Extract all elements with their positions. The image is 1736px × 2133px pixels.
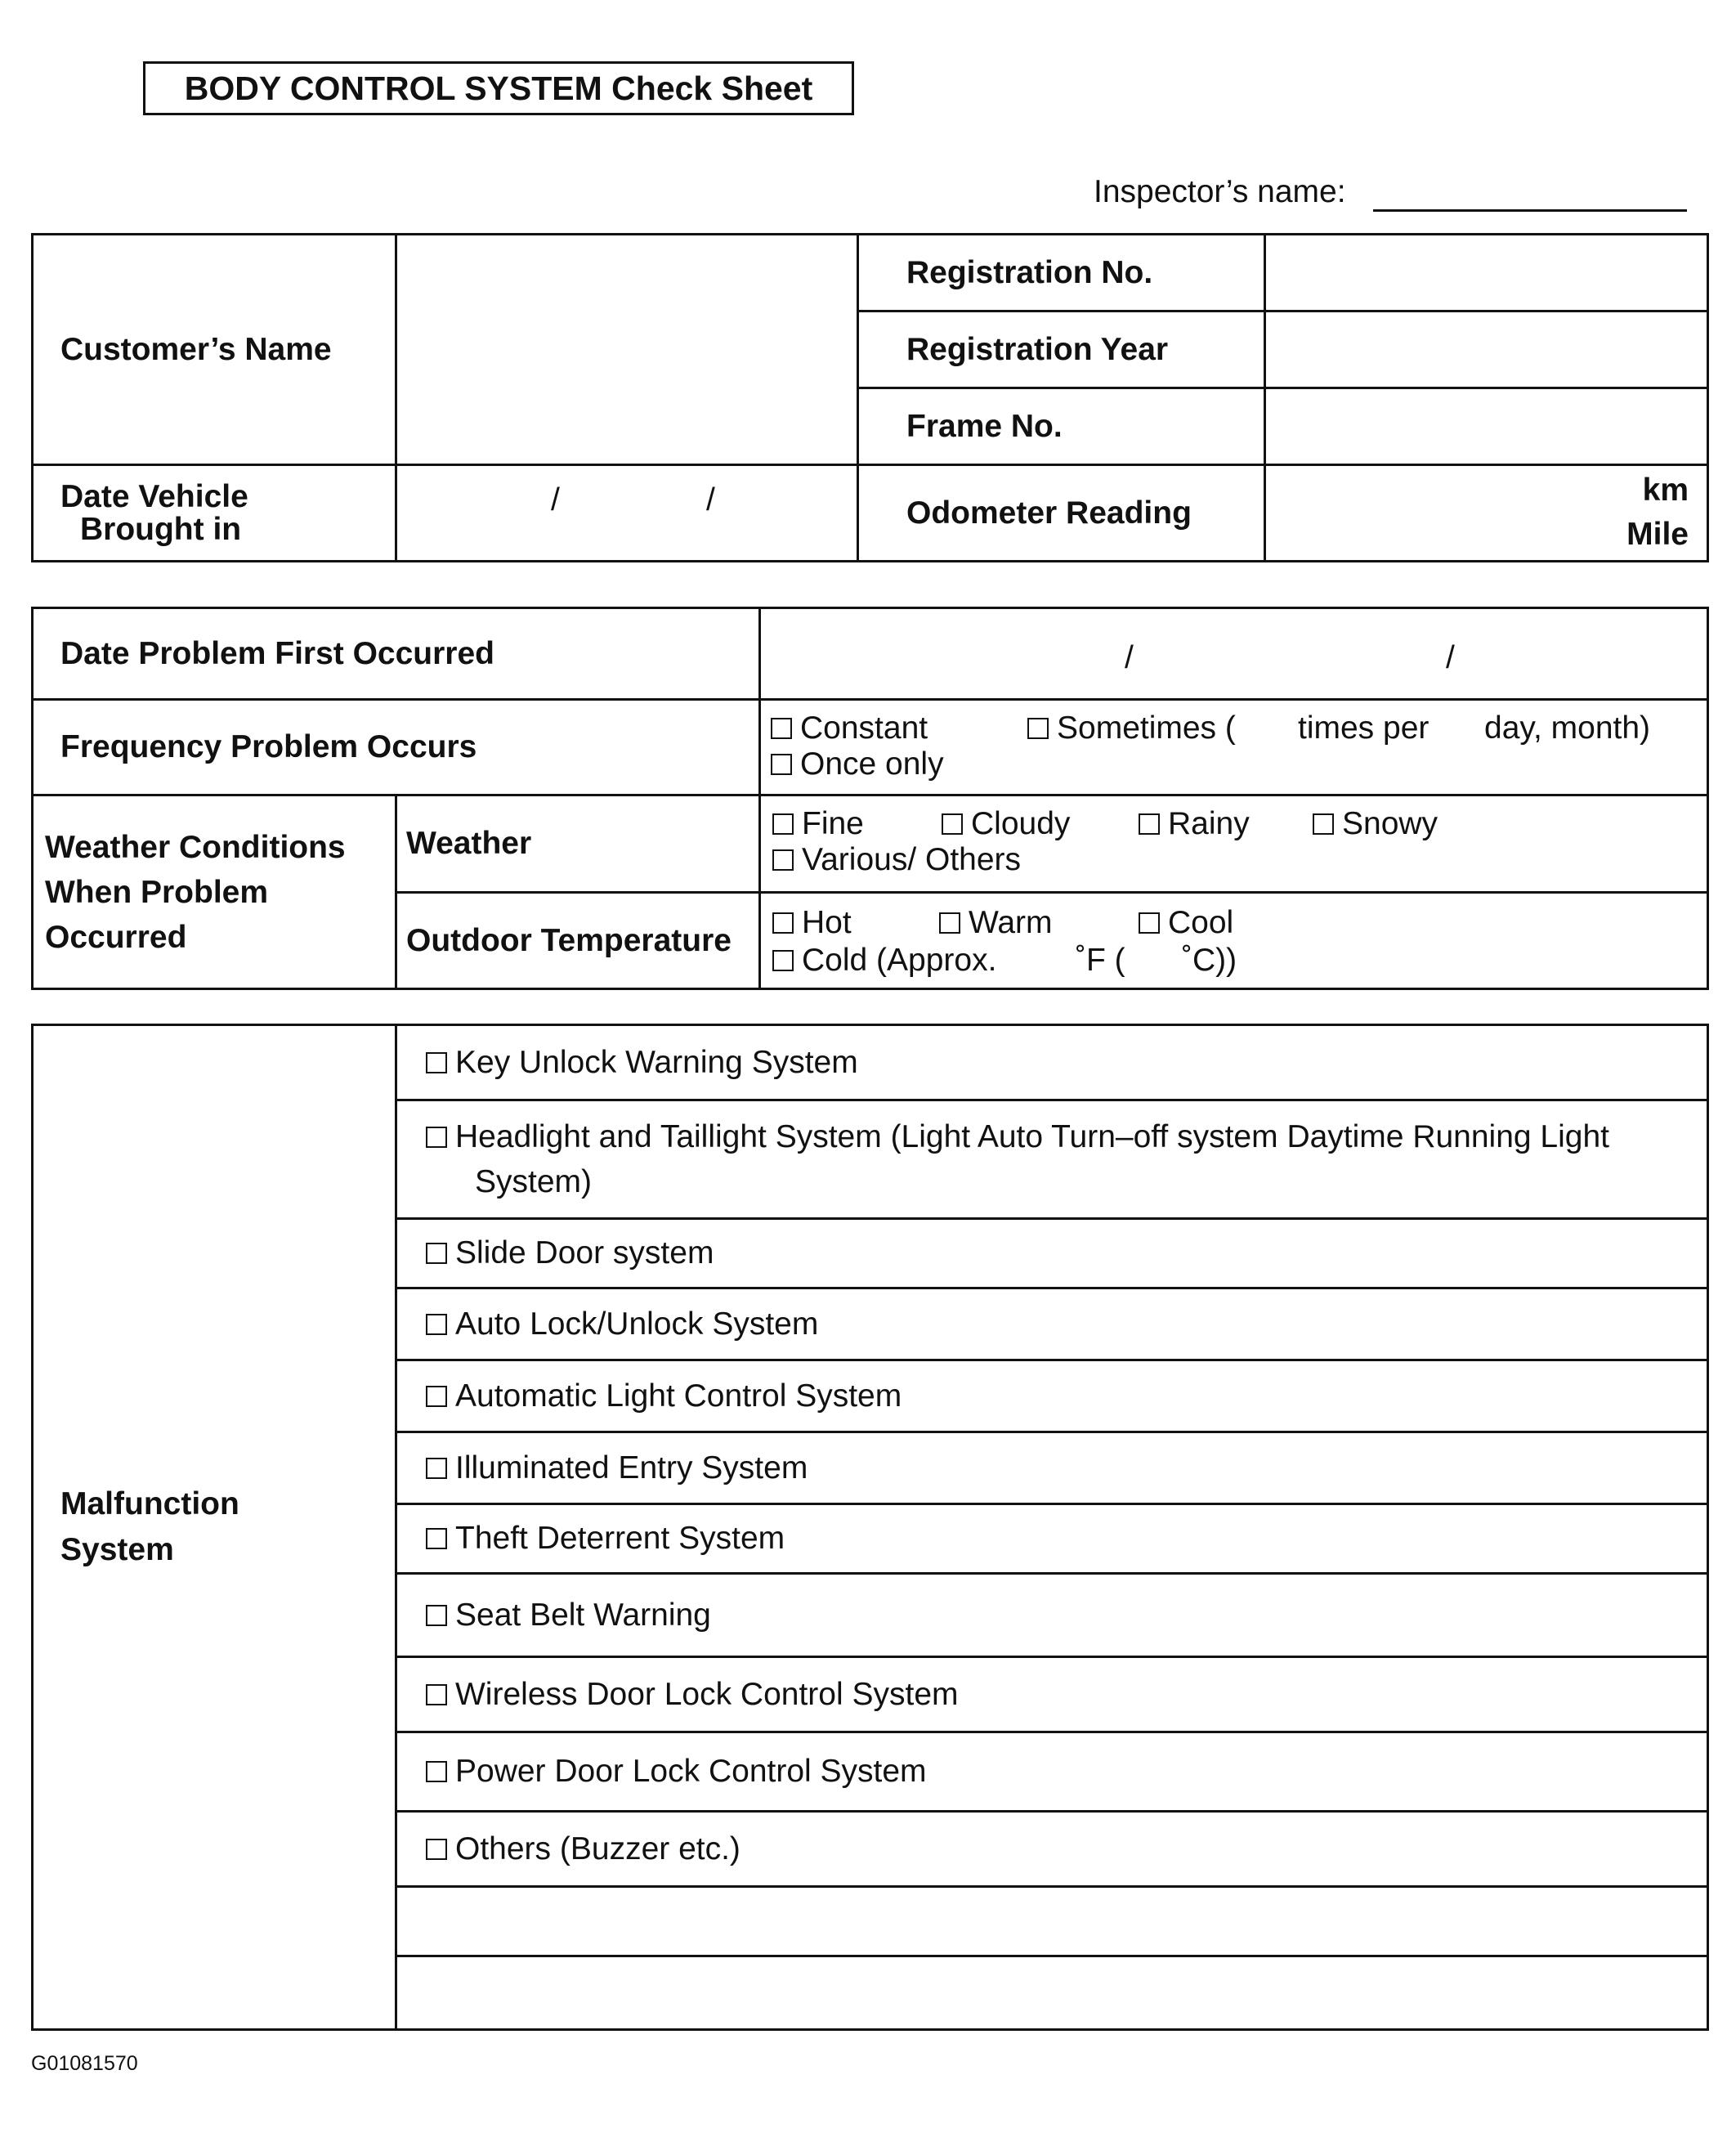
temperature-options (760, 893, 1708, 989)
malfunction-item[interactable]: Automatic Light Control System (396, 1360, 1708, 1432)
date-first-occurred-field[interactable] (760, 608, 1708, 700)
registration-year-label-cell (858, 311, 1265, 388)
registration-no-field[interactable] (1265, 235, 1708, 311)
weather-various-option[interactable]: Various/ Others (772, 842, 1021, 878)
weather-conditions-line2: When Problem (45, 874, 269, 910)
malfunction-system-table (31, 1024, 1709, 2031)
weather-fine-option[interactable]: Fine (772, 806, 864, 842)
malfunction-label-line2: System (60, 1532, 174, 1567)
weather-rainy-checkbox[interactable] (1139, 813, 1160, 835)
unit-mile: Mile (1626, 517, 1689, 552)
weather-snowy-checkbox[interactable] (1313, 813, 1334, 835)
frame-no-label-cell (858, 388, 1265, 465)
odometer-label: Odometer Reading (906, 495, 1192, 531)
temp-hot-checkbox[interactable] (772, 912, 794, 934)
date-brought-in-field[interactable] (396, 465, 858, 562)
malfunction-item[interactable]: Seat Belt Warning (396, 1574, 1708, 1657)
frame-no-label: Frame No. (906, 408, 1063, 444)
weather-label: Weather (406, 826, 532, 861)
freq-sometimes-checkbox[interactable] (1027, 718, 1049, 739)
malfunction-item[interactable]: Wireless Door Lock Control System (396, 1657, 1708, 1732)
freq-once-checkbox[interactable] (771, 754, 792, 775)
temp-cold-option[interactable]: Cold (Approx. (772, 943, 996, 979)
figure-code: G01081570 (31, 2052, 138, 2075)
malfunction-item[interactable]: Auto Lock/Unlock System (396, 1288, 1708, 1360)
date-brought-in-label-line2: Brought in (80, 511, 242, 547)
weather-various-checkbox[interactable] (772, 849, 794, 871)
inspector-name-field[interactable] (1373, 209, 1687, 212)
item-checkbox[interactable] (426, 1458, 447, 1479)
temp-hot-option[interactable]: Hot (772, 905, 852, 941)
registration-year-field[interactable] (1265, 311, 1708, 388)
malfunction-item[interactable]: Theft Deterrent System (396, 1504, 1708, 1574)
frame-no-field[interactable] (1265, 388, 1708, 465)
date-first-sep-2: / (1446, 640, 1455, 675)
malfunction-item[interactable]: Others (Buzzer etc.) (396, 1812, 1708, 1887)
blank-row[interactable] (396, 1956, 1708, 2030)
freq-once-option[interactable]: Once only (771, 746, 944, 782)
date-first-occurred-label: Date Problem First Occurred (60, 635, 494, 671)
frequency-options (760, 700, 1708, 795)
item-checkbox[interactable] (426, 1314, 447, 1335)
malfunction-item[interactable]: Illuminated Entry System (396, 1432, 1708, 1504)
item-checkbox[interactable] (426, 1839, 447, 1860)
freq-day-month: day, month) (1484, 710, 1651, 746)
frequency-label-cell (33, 700, 760, 795)
temp-fahrenheit: ˚F ( (1076, 943, 1125, 978)
date-brought-in-label-cell (33, 465, 396, 562)
date-sep-2: / (706, 482, 715, 518)
frequency-label: Frequency Problem Occurs (60, 729, 477, 764)
weather-conditions-line1: Weather Conditions (45, 829, 346, 865)
date-brought-in-label-line1: Date Vehicle (60, 478, 248, 514)
weather-rainy-option[interactable]: Rainy (1139, 806, 1250, 842)
weather-conditions-label-cell (33, 795, 396, 989)
malfunction-item[interactable]: Key Unlock Warning System (396, 1025, 1708, 1100)
problem-info-table (31, 607, 1709, 990)
item-checkbox[interactable] (426, 1761, 447, 1782)
date-sep-1: / (551, 482, 560, 518)
registration-no-label-cell (858, 235, 1265, 311)
odometer-label-cell (858, 465, 1265, 562)
item-checkbox[interactable] (426, 1684, 447, 1705)
malfunction-label-cell (33, 1025, 396, 2030)
sheet-title: BODY CONTROL SYSTEM Check Sheet (143, 61, 854, 115)
inspector-name-label: Inspector’s name: (1094, 174, 1346, 209)
malfunction-item[interactable]: Power Door Lock Control System (396, 1732, 1708, 1812)
item-checkbox[interactable] (426, 1386, 447, 1407)
malfunction-item[interactable]: Headlight and Taillight System (Light Auto Turn–off system Daytime Running Light System) (396, 1100, 1708, 1219)
customer-name-label-cell (33, 235, 396, 465)
freq-times-per: times per (1298, 710, 1430, 746)
item-checkbox[interactable] (426, 1127, 447, 1148)
registration-no-label: Registration No. (906, 254, 1153, 290)
item-checkbox[interactable] (426, 1605, 447, 1626)
odometer-field[interactable] (1265, 465, 1708, 562)
weather-snowy-option[interactable]: Snowy (1313, 806, 1438, 842)
customer-name-field[interactable] (396, 235, 858, 465)
item-checkbox[interactable] (426, 1052, 447, 1073)
headlight-item-continuation: System) (475, 1164, 593, 1199)
outdoor-temp-label-cell (396, 893, 760, 989)
weather-label-cell (396, 795, 760, 893)
weather-options (760, 795, 1708, 893)
weather-cloudy-option[interactable]: Cloudy (942, 806, 1070, 842)
vehicle-info-table (31, 233, 1709, 562)
temp-cold-checkbox[interactable] (772, 950, 794, 971)
item-checkbox[interactable] (426, 1528, 447, 1549)
registration-year-label: Registration Year (906, 331, 1169, 367)
freq-sometimes-option[interactable]: Sometimes ( (1027, 710, 1236, 746)
outdoor-temp-label: Outdoor Temperature (406, 922, 732, 958)
customer-name-label: Customer’s Name (60, 331, 332, 367)
temp-cool-checkbox[interactable] (1139, 912, 1160, 934)
temp-warm-checkbox[interactable] (939, 912, 960, 934)
unit-km: km (1642, 473, 1689, 508)
date-first-sep-1: / (1125, 640, 1134, 675)
weather-conditions-line3: Occurred (45, 919, 187, 955)
blank-row[interactable] (396, 1887, 1708, 1956)
malfunction-label-line1: Malfunction (60, 1486, 239, 1521)
freq-constant-checkbox[interactable] (771, 718, 792, 739)
temp-cool-option[interactable]: Cool (1139, 905, 1233, 941)
weather-cloudy-checkbox[interactable] (942, 813, 963, 835)
freq-constant-option[interactable]: Constant (771, 710, 928, 746)
weather-fine-checkbox[interactable] (772, 813, 794, 835)
temp-warm-option[interactable]: Warm (939, 905, 1053, 941)
item-checkbox[interactable] (426, 1243, 447, 1264)
malfunction-item[interactable]: Slide Door system (396, 1219, 1708, 1288)
date-first-occurred-label-cell (33, 608, 760, 700)
temp-celsius: ˚C)) (1182, 943, 1237, 978)
